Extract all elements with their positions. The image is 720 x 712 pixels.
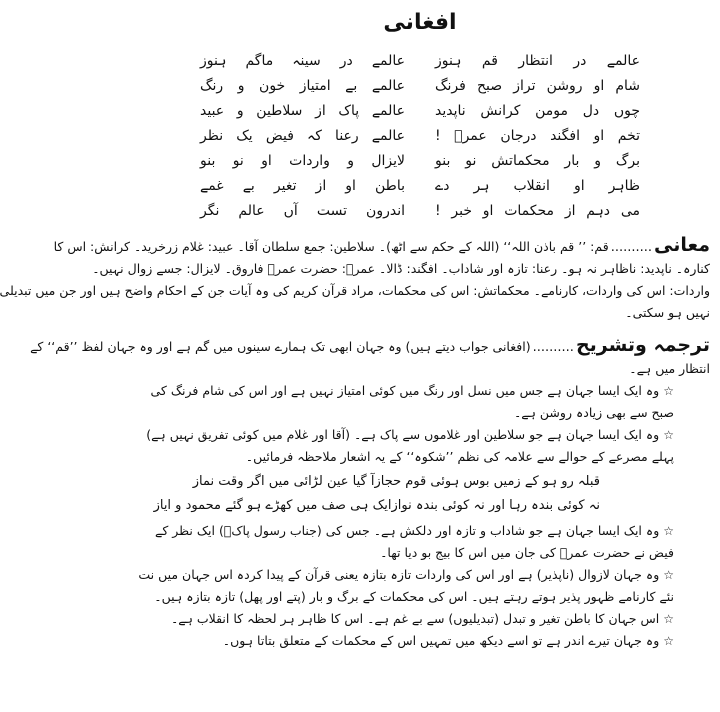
point-text: وہ جہان تیرے اندر ہے تو اسے دیکھ میں تمہیں اس کے محکمات کے متعلق بتاتا ہوں۔ [222,633,660,648]
page-title: افغانی [383,10,457,35]
verse-misra: عالمے پاک از سلاطین و عبید [200,103,405,119]
quote-misra: قبلہ رو ہو کے زمیں بوس ہوئی قوم حجاز [374,474,600,489]
star-icon: ☆ [663,612,674,626]
point-text: اس جہان کا باطن تغیر و تبدل (تبدیلیوں) سے بے غم ہے۔ اس کا ظاہر ہر لحظہ کا انقلاب ہے۔ [170,611,660,626]
verse-misra: لایزال و واردات او نو بنو [200,153,405,169]
tarjuma-heading: ترجمہ وتشریح [575,334,710,356]
verse-row [200,124,640,149]
document-page [0,6,710,652]
point-text: وہ ایک ایسا جہان ہے جو شاداب و تازہ اور دلکش ہے۔ جس کی (جناب رسول پاکؐ) ایک نظر کے فیض نے حضرت عمرؓ کی جان میں اس کا بیج بو دیا تھا۔ [155,523,674,560]
maani-line-3: واردات: اس کی واردات، کارنامے۔ محکماتش: اس کی محکمات، مراد قرآن کریم کی وہ آیات جن کے احکام واضح ہیں اور جن میں تبدیلی [0,283,710,298]
maani-section [53,234,710,258]
tarjuma-lead-2: انتظار میں ہے۔ [629,361,710,376]
verse-misra: می دہم از محکمات او خبر ! [435,203,640,219]
quote-misra: ایک ہی صف میں کھڑے ہو گئے محمود و ایاز [153,498,392,513]
point-5 [130,608,710,630]
maani-dots: .......... [610,240,653,255]
verse-misra: شام او روشن تراز صبح فرنگ [435,78,640,94]
tarjuma-dots: .......... [532,340,574,355]
quote-misra: نہ کوئی بندہ رہا اور نہ کوئی بندہ نواز [391,498,600,513]
maani-line-4: نہیں ہو سکتی۔ [625,305,710,320]
maani-line-2: کنارہ۔ ناپدید: ناظاہر نہ ہو۔ رعنا: تازہ اور شاداب۔ افگند: ڈالا۔ عمرؓ: حضرت عمرؓ فاروق۔ لایزال: جسے زوال نہیں۔ [92,261,710,276]
verse-misra: اندرون تست آں عالم نگر [200,203,405,219]
verse-row [200,74,640,99]
star-icon: ☆ [663,568,674,582]
point-1 [130,380,710,424]
verse-misra: ظاہر او انقلاب ہر دے [435,178,640,194]
point-3 [130,520,710,564]
maani-heading: معانی [654,234,710,256]
star-icon: ☆ [663,524,674,538]
verse-misra: باطن او از تغیر بے غمے [200,178,405,194]
verse-row [200,199,640,224]
maani-line-1: قم: ’’ قم باذن اللہ‘‘ (اللہ کے حکم سے اٹھ)۔ سلاطین: جمع سلطان آقا۔ عبید: غلام زرخرید۔ کرانش: اس کا [53,239,609,254]
verse-misra: عالمے در انتظار قم ہنوز [435,53,640,69]
verse-misra: عالمے بے امتیاز خون و رنگ [200,78,405,94]
quote-verses [153,470,600,518]
verse-misra: چوں دل مومن کرانش ناپدید [435,103,640,119]
point-2 [130,424,710,468]
quote-row [153,494,600,518]
verse-misra: عالمے در سینہ ماگم ہنوز [200,53,405,69]
point-6 [130,630,710,652]
point-text: وہ ایک ایسا جہان ہے جو سلاطین اور غلاموں سے پاک ہے۔ (آقا اور غلام میں کوئی تفریق نہیں ہے) پہلے مصرعے کے حوالے سے علامہ کی نظم ’’شکوہ‘‘ کے یہ اشعار ملاحظہ فرمائیں۔ [146,427,674,464]
verse-row [200,99,640,124]
verse-misra: برگ و بار محکماتش نو بنو [435,153,640,169]
quote-row [192,470,600,494]
tarjuma-lead: (افغانی جواب دیتے ہیں) وہ جہان ابھی تک ہمارے سینوں میں گم ہے اور وہ جہان لفظ ’’قم‘‘ کے [30,339,531,354]
point-text: وہ ایک ایسا جہان ہے جس میں نسل اور رنگ میں کوئی امتیاز نہیں ہے اور اس کی شام فرنگ کی صبح سے بھی زیادہ روشن ہے۔ [150,383,674,420]
verse-row [200,149,640,174]
quote-misra: آ گیا عین لڑائی میں اگر وقت نماز [192,474,375,489]
star-icon: ☆ [663,384,674,398]
verse-misra: تخم او افگند درجان عمرؓ ! [435,128,640,144]
verses [200,49,640,224]
verse-row [200,174,640,199]
verse-row [200,49,640,74]
tarjuma-section [30,334,710,358]
point-4 [130,564,710,608]
star-icon: ☆ [663,428,674,442]
verse-misra: عالمے رعنا کہ فیض یک نظر [200,128,405,144]
star-icon: ☆ [663,634,674,648]
point-text: وہ جہان لازوال (ناپذیر) ہے اور اس کی واردات تازہ بتازہ یعنی قرآن کے پیدا کردہ اس جہان میں نت نئے کارنامے ظہور پذیر ہوتے رہتے ہیں۔ اس کی محکمات کے برگ و بار (پتے اور پھل) تازہ بتازہ ہیں۔ [138,567,674,604]
